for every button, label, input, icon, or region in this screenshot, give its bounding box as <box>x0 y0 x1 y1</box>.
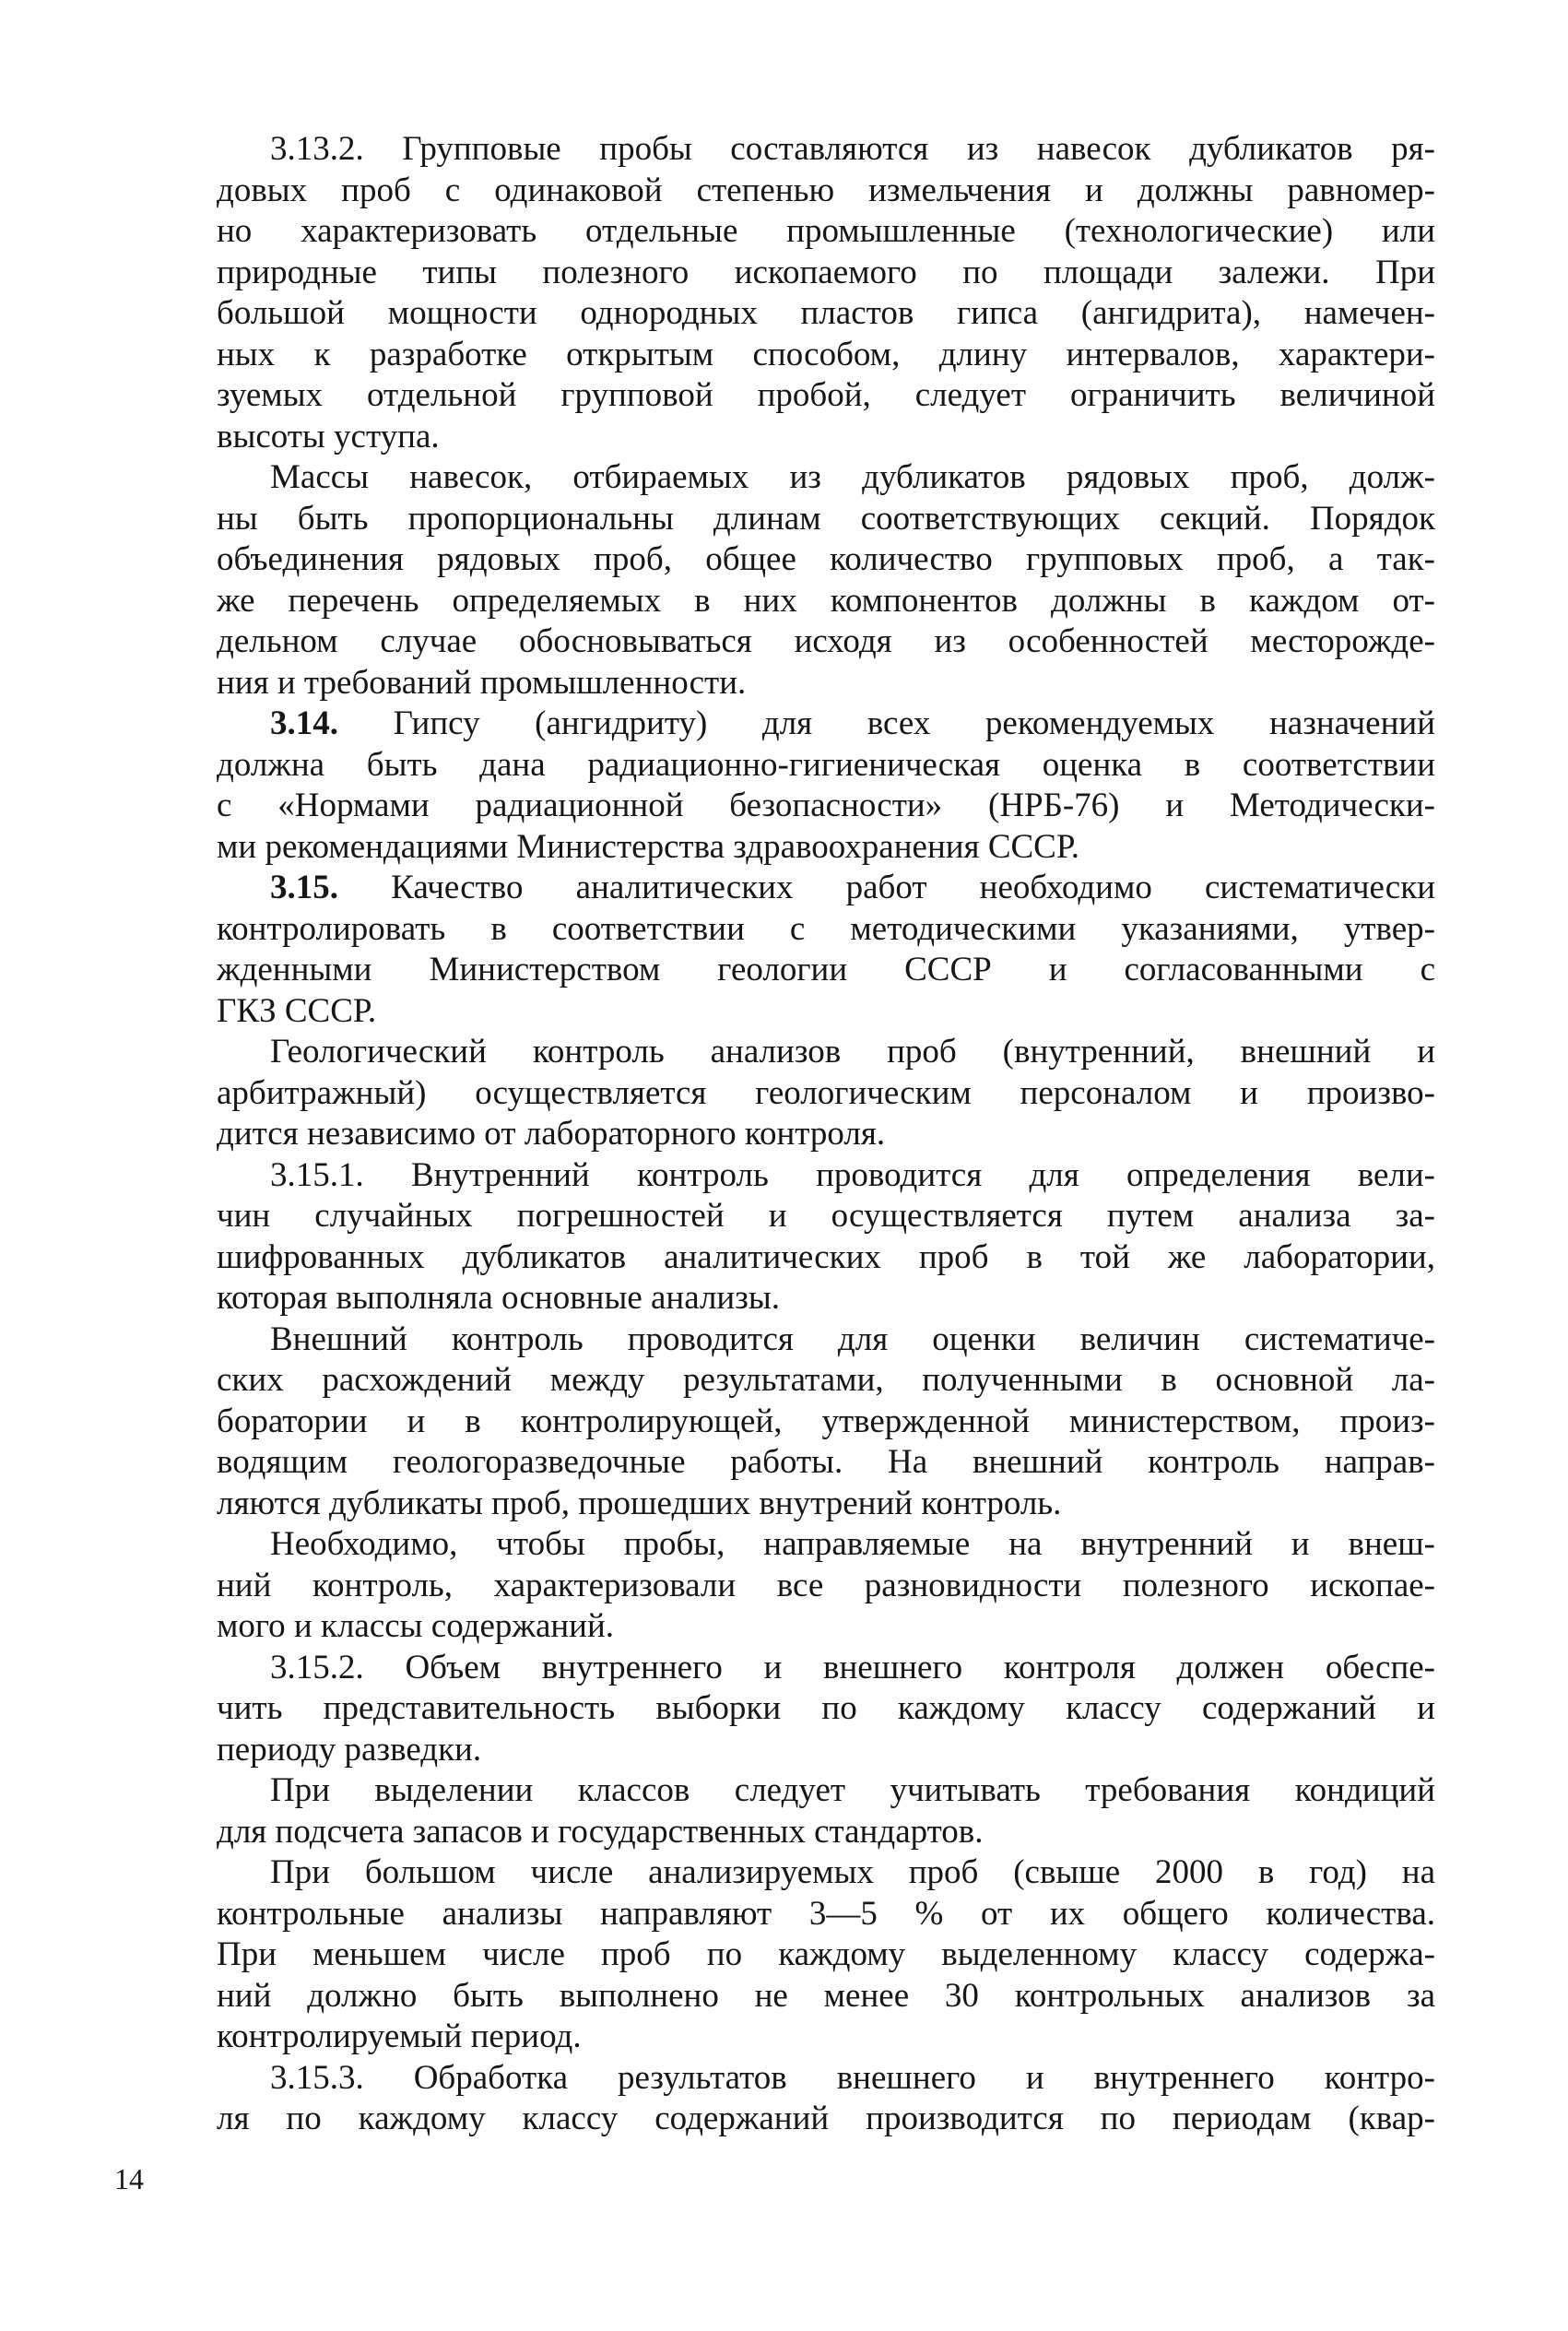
text-line <box>217 581 1435 622</box>
text-line <box>217 129 1435 171</box>
line-text: ми рекомендациями Министерства здравоохранения СССР. <box>217 827 1080 866</box>
line-text: 3.13.2. Групповые пробы составляются из навесок дубликатов ря- <box>270 130 1435 168</box>
text-line <box>217 1566 1435 1607</box>
line-text: природные типы полезного ископаемого по площади залежи. При <box>217 253 1435 291</box>
text-line <box>217 1484 1435 1525</box>
text-line <box>217 1852 1435 1894</box>
line-text: При меньшем числе проб по каждому выделенному классу содержа- <box>217 1935 1435 1973</box>
line-text: При выделении классов следует учитывать требования кондиций <box>270 1771 1435 1809</box>
paragraph <box>217 2058 1435 2140</box>
text-line <box>217 950 1435 991</box>
text-line <box>217 1073 1435 1115</box>
document-body <box>217 129 1435 2140</box>
line-text: арбитражный) осуществляется геологическим персоналом и произво- <box>217 1073 1435 1112</box>
line-text: мого и классы содержаний. <box>217 1607 615 1645</box>
line-text: ний должно быть выполнено не менее 30 контрольных анализов за <box>217 1976 1435 2015</box>
line-text: При большом числе анализируемых проб (свыше 2000 в год) на <box>270 1853 1435 1891</box>
line-text: Гипсу (ангидриту) для всех рекомендуемых назначений <box>338 704 1435 742</box>
text-line <box>217 1402 1435 1443</box>
text-line <box>217 1812 1435 1853</box>
text-line <box>217 1114 1435 1155</box>
text-line <box>217 745 1435 787</box>
text-line <box>217 1524 1435 1566</box>
text-line <box>217 293 1435 335</box>
line-text: ний контроль, характеризовали все разновидности полезного ископае- <box>217 1566 1435 1604</box>
line-text: шифрованных дубликатов аналитических проб в той же лаборатории, <box>217 1237 1435 1276</box>
text-line <box>217 2017 1435 2058</box>
line-text: чин случайных погрешностей и осуществляется путем анализа за- <box>217 1197 1435 1235</box>
line-text: но характеризовать отдельные промышленные (технологические) или <box>217 212 1435 250</box>
line-text: объединения рядовых проб, общее количество групповых проб, а так- <box>217 540 1435 578</box>
line-text: 3.15.1. Внутренний контроль проводится для определения вели- <box>270 1155 1435 1194</box>
text-line <box>217 211 1435 253</box>
line-text: ля по каждому классу содержаний производится по периодам (квар- <box>217 2100 1435 2137</box>
text-line <box>217 335 1435 376</box>
line-text: жденными Министерством геологии СССР и согласованными с <box>217 951 1435 988</box>
text-line <box>217 1237 1435 1279</box>
line-text: контролировать в соответствии с методическими указаниями, утвер- <box>217 909 1435 948</box>
text-line <box>217 1196 1435 1237</box>
text-line <box>217 663 1435 704</box>
line-text: зуемых отдельной групповой пробой, следует ограничить величиной <box>217 376 1435 414</box>
line-text: с «Нормами радиационной безопасности» (НРБ-76) и Методически- <box>217 787 1435 824</box>
paragraph <box>217 1319 1435 1525</box>
text-line <box>217 909 1435 951</box>
text-line <box>217 991 1435 1033</box>
line-text: боратории и в контролирующей, утвержденной министерством, произ- <box>217 1402 1435 1440</box>
line-text: Геологический контроль анализов проб (внутренний, внешний и <box>270 1033 1435 1071</box>
text-line <box>217 1648 1435 1689</box>
line-text: 3.15.2. Объем внутреннего и внешнего контроля должен обеспе- <box>270 1648 1435 1686</box>
line-text: водящим геологоразведочные работы. На внешний контроль направ- <box>217 1443 1435 1481</box>
section-number: 3.14. <box>270 704 338 742</box>
line-text: Необходимо, чтобы пробы, направляемые на внутренний и внеш- <box>270 1525 1435 1563</box>
line-text: Качество аналитических работ необходимо систематически <box>338 869 1435 906</box>
text-line <box>217 457 1435 499</box>
section-number: 3.15. <box>270 869 338 906</box>
line-text: ния и требований промышленности. <box>217 663 747 702</box>
text-line <box>217 1606 1435 1648</box>
text-line <box>217 171 1435 212</box>
text-line <box>217 1688 1435 1730</box>
line-text: 3.15.3. Обработка результатов внешнего и внутреннего контро- <box>270 2058 1435 2097</box>
line-text: периоду разведки. <box>217 1730 482 1769</box>
text-line <box>217 827 1435 869</box>
text-line <box>217 1730 1435 1771</box>
line-text: дельном случае обосновываться исходя из особенностей месторожде- <box>217 622 1435 660</box>
line-text: большой мощности однородных пластов гипса (ангидрита), намечен- <box>217 294 1435 332</box>
paragraph <box>217 1524 1435 1648</box>
line-text: ГКЗ СССР. <box>217 991 377 1030</box>
paragraph <box>217 1155 1435 1319</box>
line-text: которая выполняла основные анализы. <box>217 1279 780 1317</box>
text-line <box>217 417 1435 458</box>
text-line <box>217 539 1435 581</box>
paragraph <box>217 1648 1435 1771</box>
text-line <box>217 1976 1435 2017</box>
text-line <box>217 1278 1435 1319</box>
text-line <box>217 621 1435 663</box>
page-number: 14 <box>114 2162 144 2195</box>
line-text: дится независимо от лабораторного контроля. <box>217 1115 886 1153</box>
text-line <box>217 704 1435 745</box>
text-line <box>217 1032 1435 1073</box>
line-text: ных к разработке открытым способом, длину интервалов, характери- <box>217 335 1435 373</box>
line-text: для подсчета запасов и государственных стандартов. <box>217 1812 984 1851</box>
line-text: Внешний контроль проводится для оценки величин систематиче- <box>270 1319 1435 1358</box>
text-line <box>217 2099 1435 2140</box>
text-line <box>217 1319 1435 1361</box>
text-line <box>217 499 1435 540</box>
line-text: высоты уступа. <box>217 417 440 456</box>
text-line <box>217 1442 1435 1484</box>
line-text: контрольные анализы направляют 3—5 % от их общего количества. <box>217 1894 1435 1933</box>
line-text: Массы навесок, отбираемых из дубликатов рядовых проб, долж- <box>270 458 1435 496</box>
paragraph <box>217 1852 1435 2058</box>
line-text: контролируемый период. <box>217 2017 582 2055</box>
paragraph <box>217 704 1435 868</box>
line-text: ских расхождений между результатами, полученными в основной ла- <box>217 1361 1435 1399</box>
text-line <box>217 1155 1435 1197</box>
paragraph <box>217 129 1435 457</box>
line-text: ляются дубликаты проб, прошедших внутрений контроль. <box>217 1484 1062 1522</box>
text-line <box>217 1360 1435 1402</box>
paragraph <box>217 868 1435 1032</box>
paragraph <box>217 1770 1435 1852</box>
text-line <box>217 2058 1435 2100</box>
text-line <box>217 1935 1435 1976</box>
text-line <box>217 1770 1435 1812</box>
line-text: ны быть пропорциональны длинам соответствующих секций. Порядок <box>217 499 1435 538</box>
line-text: должна быть дана радиационно-гигиеническая оценка в соответствии <box>217 745 1435 784</box>
text-line <box>217 868 1435 909</box>
text-line <box>217 253 1435 294</box>
line-text: чить представительность выборки по каждому классу содержаний и <box>217 1689 1435 1727</box>
line-text: довых проб с одинаковой степенью измельчения и должны равномер- <box>217 171 1435 209</box>
text-line <box>217 786 1435 827</box>
line-text: же перечень определяемых в них компонентов должны в каждом от- <box>217 581 1435 620</box>
text-line <box>217 1894 1435 1935</box>
paragraph <box>217 457 1435 704</box>
paragraph <box>217 1032 1435 1155</box>
text-line <box>217 375 1435 417</box>
